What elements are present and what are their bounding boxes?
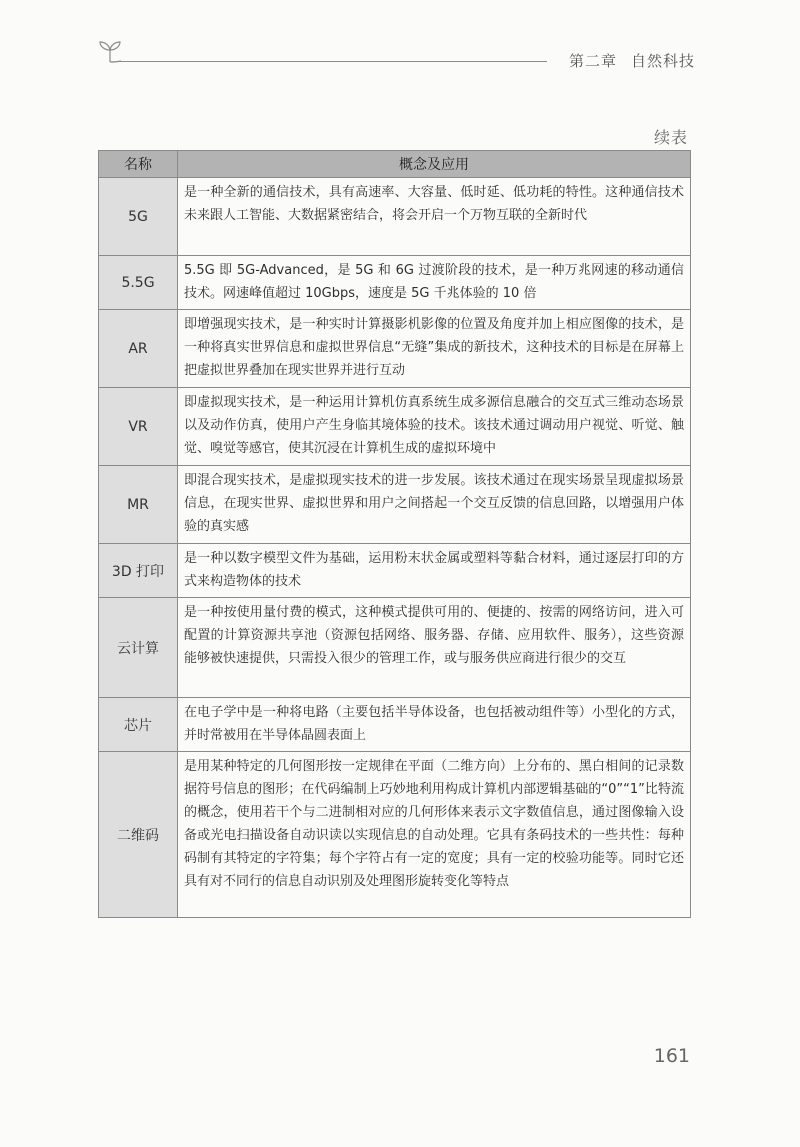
table-row xyxy=(99,178,691,256)
table-row xyxy=(99,256,691,310)
term-name: 5G xyxy=(99,178,178,256)
term-name: 3D 打印 xyxy=(99,544,178,598)
term-description: 即增强现实技术，是一种实时计算摄影机影像的位置及角度并加上相应图像的技术，是一种将真实世界信息和虚拟世界信息“无缝”集成的新技术，这种技术的目标是在屏幕上把虚拟世界叠加在现实世界并进行互动 xyxy=(178,310,691,388)
chapter-heading xyxy=(569,50,695,71)
page-number: 161 xyxy=(653,1045,690,1067)
term-description: 是一种全新的通信技术，具有高速率、大容量、低时延、低功耗的特性。这种通信技术未来跟人工智能、大数据紧密结合，将会开启一个万物互联的全新时代 xyxy=(178,178,691,256)
term-name: VR xyxy=(99,388,178,466)
technology-concepts-table xyxy=(98,150,691,918)
term-description: 即混合现实技术，是虚拟现实技术的进一步发展。该技术通过在现实场景呈现虚拟场景信息，在现实世界、虚拟世界和用户之间搭起一个交互反馈的信息回路，以增强用户体验的真实感 xyxy=(178,466,691,544)
table-row xyxy=(99,698,691,752)
running-header xyxy=(95,38,695,70)
table-row xyxy=(99,752,691,918)
table-continued-label: 续表 xyxy=(653,128,688,147)
term-name: 云计算 xyxy=(99,598,178,698)
column-header-name: 名称 xyxy=(99,151,178,178)
term-name: 二维码 xyxy=(99,752,178,918)
term-description: 即虚拟现实技术，是一种运用计算机仿真系统生成多源信息融合的交互式三维动态场景以及动作仿真，使用户产生身临其境体验的技术。该技术通过调动用户视觉、听觉、触觉、嗅觉等感官，使其沉浸在计算机生成的虚拟环境中 xyxy=(178,388,691,466)
term-name: 5.5G xyxy=(99,256,178,310)
table-row xyxy=(99,598,691,698)
term-description: 5.5G 即 5G-Advanced，是 5G 和 6G 过渡阶段的技术，是一种万兆网速的移动通信技术。网速峰值超过 10Gbps，速度是 5G 千兆体验的 10 倍 xyxy=(178,256,691,310)
table-header-row xyxy=(99,151,691,178)
term-description: 是一种以数字模型文件为基础，运用粉末状金属或塑料等黏合材料，通过逐层打印的方式来构造物体的技术 xyxy=(178,544,691,598)
table-row xyxy=(99,466,691,544)
term-name: MR xyxy=(99,466,178,544)
table-row xyxy=(99,544,691,598)
term-description: 是一种按使用量付费的模式，这种模式提供可用的、便捷的、按需的网络访问，进入可配置的计算资源共享池（资源包括网络、服务器、存储、应用软件、服务），这些资源能够被快速提供，只需投入很少的管理工作，或与服务供应商进行很少的交互 xyxy=(178,598,691,698)
chapter-number: 第二章 xyxy=(568,52,617,70)
term-description: 是用某种特定的几何图形按一定规律在平面（二维方向）上分布的、黑白相间的记录数据符号信息的图形；在代码编制上巧妙地利用构成计算机内部逻辑基础的“0”“1”比特流的概念，使用若干个与二进制相对应的几何形体来表示文字数值信息，通过图像输入设备或光电扫描设备自动识读以实现信息的自动处理。它具有条码技术的一些共性：每种码制有其特定的字符集；每个字符占有一定的宽度；具有一定的校验功能等。同时它还具有对不同行的信息自动识别及处理图形旋转变化等特点 xyxy=(178,752,691,918)
column-header-description: 概念及应用 xyxy=(178,151,691,178)
chapter-title: 自然科技 xyxy=(630,52,695,70)
header-rule xyxy=(117,61,547,62)
table-row xyxy=(99,388,691,466)
term-name: 芯片 xyxy=(99,698,178,752)
table-row xyxy=(99,310,691,388)
term-description: 在电子学中是一种将电路（主要包括半导体设备，也包括被动组件等）小型化的方式，并时常被用在半导体晶圆表面上 xyxy=(178,698,691,752)
term-name: AR xyxy=(99,310,178,388)
